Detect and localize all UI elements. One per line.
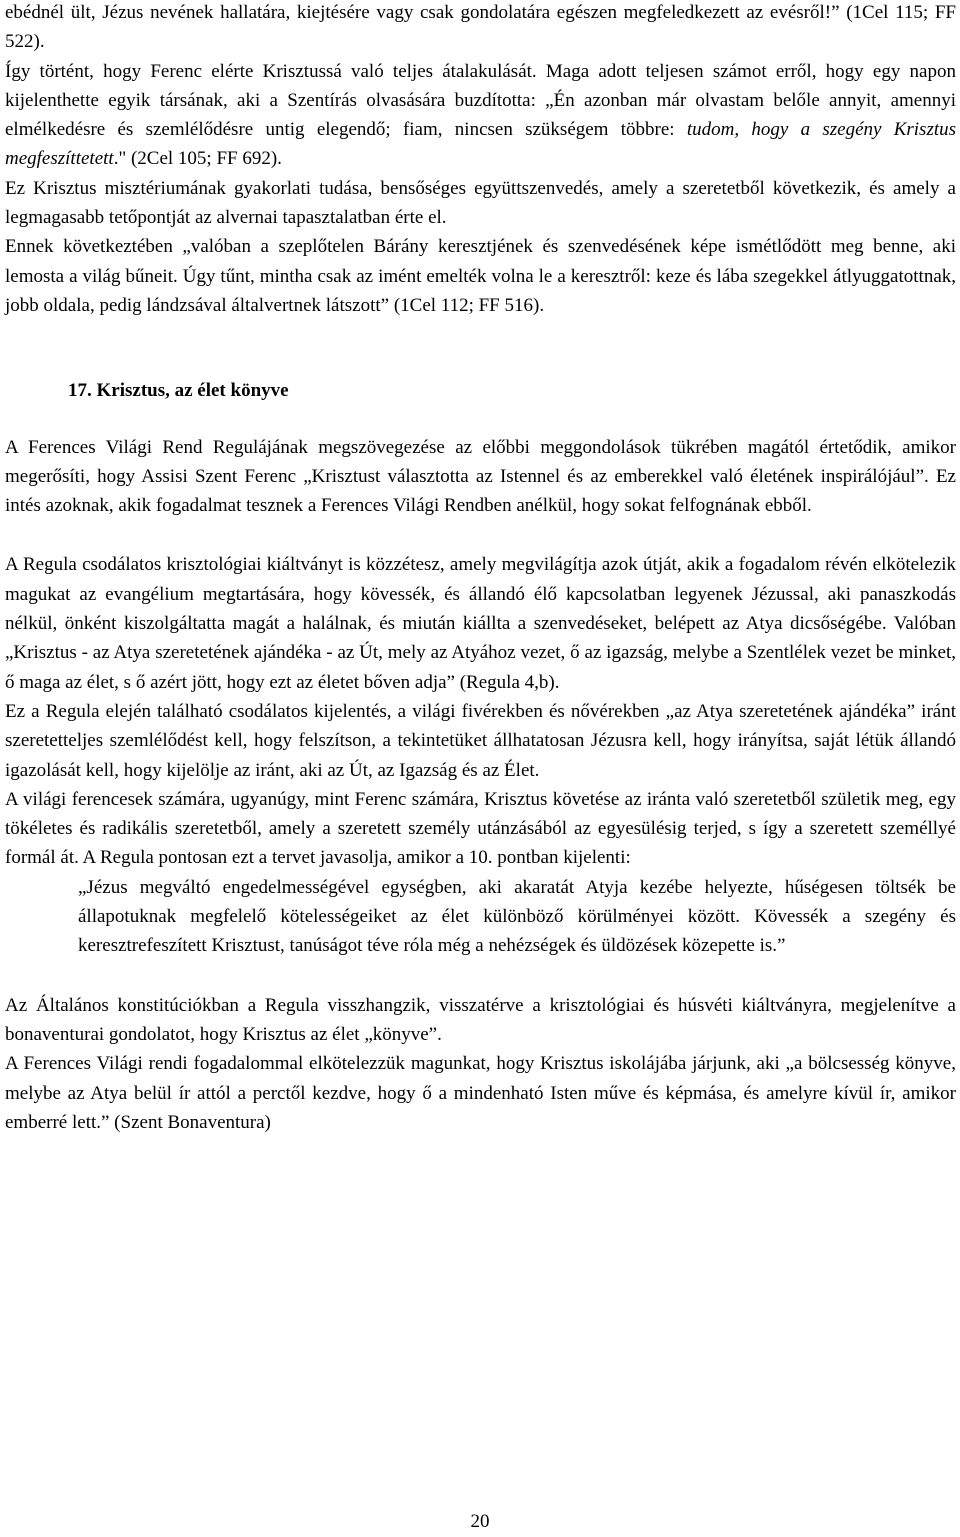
paragraph-4 bbox=[5, 232, 956, 320]
paragraph-9: Az Általános konstitúciókban a Regula visszhangzik, visszatérve a krisztológiai és húsvéti kiáltványra, megjelenítve a bonaventurai gondolatot, hogy Krisztus az élet „könyve”. bbox=[5, 994, 956, 1045]
section-title: Krisztus, az élet könyve bbox=[96, 380, 289, 402]
section-number: 17. bbox=[68, 380, 92, 402]
paragraph-gap bbox=[5, 520, 956, 550]
paragraph-8: A világi ferencesek számára, ugyanúgy, mint Ferenc számára, Krisztus követése az iránta való szeretetből születik meg, egy tökéletes és radikális szeretetből, amely a szeretett személy utánzásából az egyesülésig terjed, s így a szeretett személlyé formál át. A Regula pontosan ezt a tervet javasolja, amikor a 10. pontban kijelenti: bbox=[5, 788, 956, 869]
document-page bbox=[5, 0, 956, 1137]
paragraph-1-text: ebédnél ült, Jézus nevének hallatára, kiejtésére vagy csak gondolatára egészen megfeledkezett az evésről!” (1Cel 115; FF 522). bbox=[5, 2, 956, 53]
section-heading bbox=[5, 376, 956, 405]
paragraph-1 bbox=[5, 0, 956, 57]
paragraph-5: A Ferences Világi Rend Regulájának megszövegezése az előbbi meggondolások tükrében magától értetődik, amikor megerősíti, hogy Assisi Szent Ferenc „Krisztust választotta az Istennel és az emberekkel való életének inspirálójául”. Ez intés azoknak, akik fogadalmat tesznek a Ferences Világi Rendben anélkül, hogy sokat felfognának ebből. bbox=[5, 436, 956, 517]
paragraph-2-cont: Maga adott teljesen számot erről, hogy egy napon kijelenthette egyik társának, aki a Szentírás olvasására buzdította: „Én azonban már olvastam belőle annyit, amennyi elmélkedésre és szemlélődésre untig elegendő; fiam, nincsen szükségem többre: bbox=[5, 60, 956, 141]
paragraph-4-cont: Úgy tűnt, mintha csak az imént emelték volna le a keresztről: keze és lába szegekkel átlyuggatottnak, jobb oldala, pedig lándzsával általvertnek látszott” (1Cel 112; FF 516). bbox=[5, 265, 957, 316]
regula-quote: „Jézus megváltó engedelmességével egységben, aki akaratát Atyja kezébe helyezte, hűségesen töltsék be állapotuknak megfelelő kötelességeiket az élet különböző körülményei között. Kövessék a szegény és keresztrefeszített Krisztust, tanúságot téve róla még a nehézségek és üldözések közepette is.” bbox=[78, 876, 956, 957]
paragraph-2 bbox=[5, 57, 956, 174]
page-number: 20 bbox=[470, 1511, 490, 1532]
paragraph-2-after: ." (2Cel 105; FF 692). bbox=[113, 148, 282, 170]
paragraph-10: A Ferences Világi rendi fogadalommal elkötelezzük magunkat, hogy Krisztus iskolájába járjunk, aki „a bölcsesség könyve, melybe az Atya belül ír attól a perctől kezdve, hogy ő a mindenható Isten műve és képmása, és amelyre kívül ír, amikor emberré lett.” (Szent Bonaventura) bbox=[5, 1053, 956, 1133]
paragraph-4-text: Ennek következtében „valóban a szeplőtelen Bárány keresztjének és szenvedésének képe ismétlődött meg benne, aki lemosta a világ bűneit. bbox=[5, 236, 956, 287]
paragraph-3: Ez Krisztus misztériumának gyakorlati tudása, bensőséges együttszenvedés, amely a szeretetből következik, és amely a legmagasabb tetőpontját az alvernai tapasztalatban érte el. bbox=[5, 177, 956, 229]
paragraph-2-text: Így történt, hogy Ferenc elérte Krisztussá való teljes átalakulását. bbox=[5, 60, 537, 82]
paragraph-gap bbox=[5, 961, 956, 991]
paragraph-7: Ez a Regula elején található csodálatos kijelentés, a világi fivérekben és nővérekben „az Atya szeretetének ajándéka” iránt szeretetteljes szemlélődést kell, hogy felszítson, a tekintetüket állhatatosan Jézusra kell, hogy irányítsa, saját létük állandó igazolását kell, hogy kijelölje az iránt, aki az Út, az Igazság és az Élet. bbox=[5, 700, 956, 781]
paragraph-6: A Regula csodálatos krisztológiai kiáltványt is közzétesz, amely megvilágítja azok útját, akik a fogadalom révén elkötelezik magukat az evangélium megtartására, hogy kövessék, és állandó élő kapcsolatban legyenek Jézussal, aki panaszkodás nélkül, önként kiszolgáltatta magát a halálnak, és miután kiállta a szenvedéseket, belépett az Atya dicsőségébe. Valóban „Krisztus - az Atya szeretetének ajándéka - az Út, mely az Atyához vezet, ő az igazság, melybe a Szentlélek vezet be minket, ő maga az élet, s ő azért jött, hogy ezt az életet bőven adja” (Regula 4,b). bbox=[5, 554, 956, 693]
italic-quote: tudom, hogy a szegény Krisztus megfeszíttetett bbox=[5, 119, 957, 170]
